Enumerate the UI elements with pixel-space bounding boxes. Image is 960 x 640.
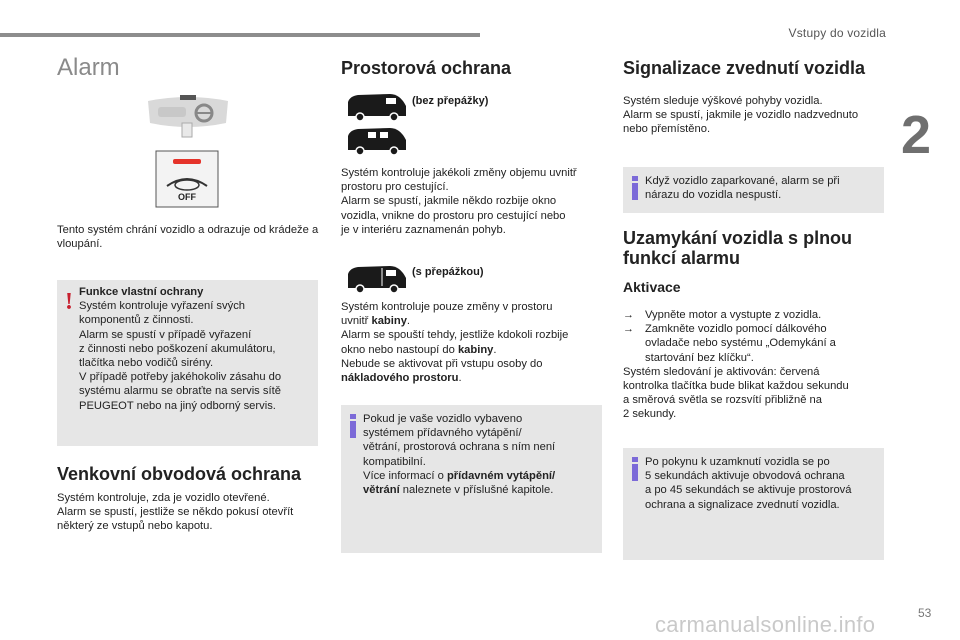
partition-line: nákladového prostoru. <box>341 372 462 385</box>
warning-line: Alarm se spustí v případě vyřazení <box>79 328 252 341</box>
activation-heading: Aktivace <box>623 279 681 295</box>
partition-line: Systém kontroluje pouze změny v prostoru <box>341 301 553 313</box>
alarm-intro: Tento systém chrání vozidlo a odrazuje od krádeže a vloupání. <box>57 224 319 251</box>
info-line: a po 45 sekundách se aktivuje prostorová <box>645 484 852 497</box>
info-line: nárazu do vozidla nespustí. <box>645 189 782 202</box>
lift-heading: Signalizace zvednutí vozidla <box>623 58 866 78</box>
warning-box <box>57 280 318 446</box>
warning-line: systému alarmu se obraťte na servis sítě <box>79 385 281 398</box>
info-line: 5 sekundách aktivuje obvodová ochrana <box>645 470 845 483</box>
alarm-off-button-icon[interactable] <box>155 150 219 208</box>
exterior-line: Systém kontroluje, zda je vozidlo otevřené. <box>57 492 270 504</box>
info-box-heating <box>341 405 602 553</box>
activation-line: Systém sledování je aktivován: červená <box>623 365 820 378</box>
off-button-label: OFF <box>178 192 196 202</box>
page-number: 53 <box>918 606 932 620</box>
lift-line: nebo přemístěno. <box>623 123 711 136</box>
activation-line: kontrolka tlačítka bude blikat každou sekundu <box>623 380 849 393</box>
partition-line: uvnitř kabiny. <box>341 315 411 328</box>
van-label-no-partition: (bez přepážky) <box>412 95 489 107</box>
lift-line: Systém sleduje výškové pohyby vozidla. <box>623 95 823 107</box>
chapter-number: 2 <box>901 105 932 165</box>
partition-line: Alarm se spouští tehdy, jestliže kdokoli rozbije <box>341 329 569 342</box>
info-line: větrání naleznete v příslušné kapitole. <box>363 484 554 497</box>
lock-heading: Uzamykání vozidla s plnou funkcí alarmu <box>623 228 853 268</box>
volumetric-line: prostoru pro cestující. <box>341 181 449 194</box>
warning-line: tlačítka nebo vodičů sirény. <box>79 357 214 370</box>
info-line: kompatibilní. <box>363 455 426 468</box>
activation-line: a směrová světla se rozsvítí přibližně na <box>623 394 822 407</box>
warning-line: V případě potřeby jakéhokoliv zásahu do <box>79 371 282 384</box>
warning-title: Funkce vlastní ochrany <box>79 286 204 298</box>
warning-line: Systém kontroluje vyřazení svých <box>79 300 246 313</box>
info-icon <box>350 414 356 438</box>
volumetric-line: je v interiéru zaznamenán pohyb. <box>341 223 506 236</box>
partition-line: Nebude se aktivovat při vstupu osoby do <box>341 357 543 370</box>
bullet-arrow-icon: → <box>623 309 634 321</box>
partition-line: okno nebo nastoupí do kabiny. <box>341 343 497 356</box>
bullet-item: → Vypněte motor a vystupte z vozidla. <box>623 309 822 321</box>
van-with-partition-icon <box>346 264 408 294</box>
volumetric-heading: Prostorová ochrana <box>341 58 512 78</box>
header-bar <box>0 33 480 37</box>
section-label: Vstupy do vozidla <box>788 26 886 40</box>
volumetric-line: vozidla, vnikne do prostoru pro cestující nebo <box>341 209 566 222</box>
exterior-line: Alarm se spustí, jestliže se někdo pokusí otevřít <box>57 506 294 519</box>
info-line: ochrana a signalizace zvednutí vozidla. <box>645 498 840 511</box>
info-line: Pokud je vaše vozidlo vybaveno <box>363 413 523 425</box>
info-box-parking <box>623 167 884 213</box>
info-line: větrání, prostorová ochrana s ním není <box>363 441 556 454</box>
info-line: systémem přídavného vytápění/ <box>363 427 522 440</box>
volumetric-line: Systém kontroluje jakékoli změny objemu uvnitř <box>341 167 577 179</box>
watermark: carmanualsonline.info <box>655 612 876 637</box>
info-line: Když vozidlo zaparkované, alarm se při <box>645 175 840 187</box>
warning-line: PEUGEOT nebo na jiný odborný servis. <box>79 399 276 412</box>
van-icon <box>346 126 408 156</box>
van-label-with-partition: (s přepážkou) <box>412 266 484 278</box>
bullet-item: → Zamkněte vozidlo pomocí dálkového ovladače nebo systému „Odemykání a startování bez klíčku“. <box>623 323 836 364</box>
warning-line: komponentů z činnosti. <box>79 314 194 327</box>
lift-line: Alarm se spustí, jakmile je vozidlo nadzvednuto <box>623 109 859 122</box>
bullet-arrow-icon: → <box>623 323 634 336</box>
ceiling-console-icon <box>144 93 232 139</box>
exterior-heading: Venkovní obvodová ochrana <box>57 464 302 484</box>
info-box-lock <box>623 448 884 560</box>
volumetric-line: Alarm se spustí, jakmile někdo rozbije okno <box>341 195 557 208</box>
info-line: Po pokynu k uzamknutí vozidla se po <box>645 456 830 468</box>
exterior-line: některý ze vstupů nebo kapotu. <box>57 520 213 533</box>
activation-line: 2 sekundy. <box>623 408 677 421</box>
info-icon <box>632 457 638 481</box>
warning-line: z činnosti nebo poškození akumulátoru, <box>79 342 276 355</box>
warning-exclamation-icon: ! <box>65 289 73 315</box>
van-icon <box>346 92 408 122</box>
info-line: Více informací o přídavném vytápění/ <box>363 469 556 482</box>
info-icon <box>632 176 638 200</box>
page-title: Alarm <box>57 54 120 81</box>
